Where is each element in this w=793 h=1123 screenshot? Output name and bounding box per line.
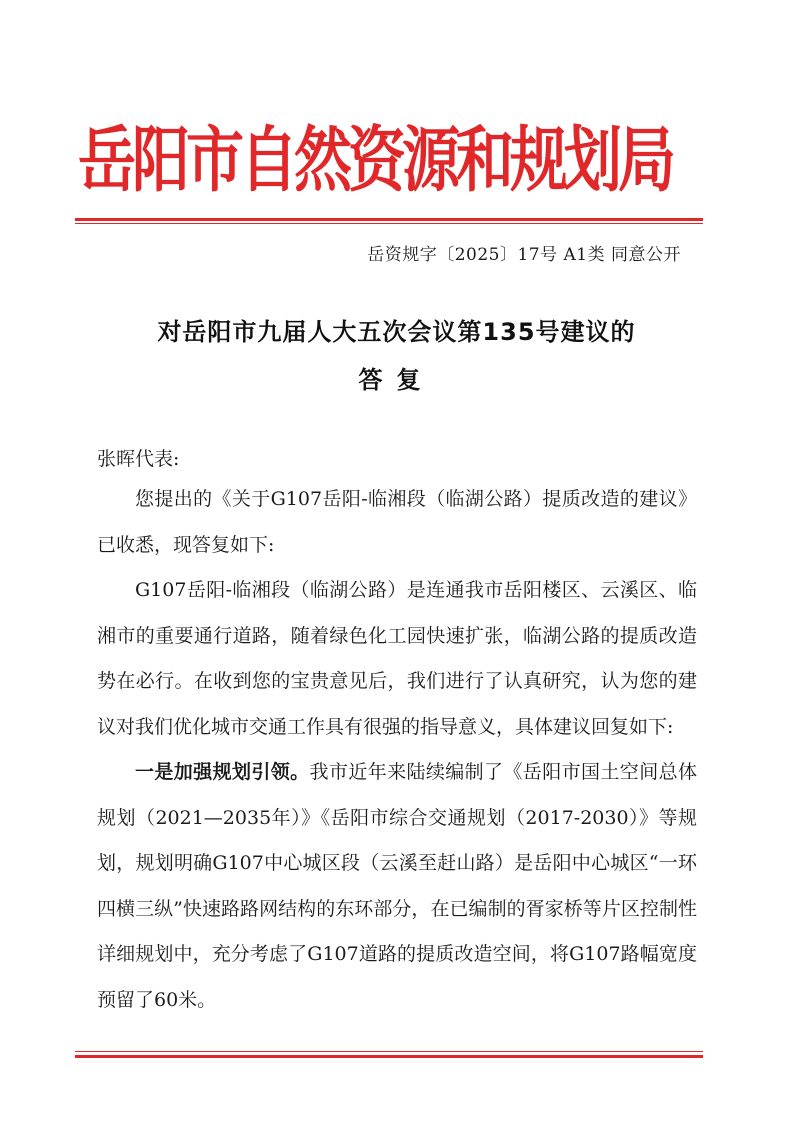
footer-divider-thick	[75, 1055, 703, 1058]
document-title-line-1: 对岳阳市九届人大五次会议第135号建议的	[157, 318, 636, 346]
document-title-line-2: 答复	[358, 366, 435, 394]
paragraph-1: 您提出的《关于G107岳阳-临湘段（临湖公路）提质改造的建议》已收悉，现答复如下:	[97, 488, 697, 556]
paragraph-3	[97, 750, 697, 1023]
footer-divider-thin	[75, 1051, 703, 1052]
salutation: 张晖代表:	[97, 448, 180, 470]
header-divider-thick	[75, 218, 703, 221]
paragraph-3-text: 我市近年来陆续编制了《岳阳市国土空间总体规划（2021—2035年）》《岳阳市综合交通规划（2017-2030）》等规划，规划明确G107中心城区段（云溪至赶山路）是岳阳中心城区“一环四横三纵”快速路路网结构的东环部分，在已编制的胥家桥等片区控制性详细规划中，充分考虑了G107道路的提质改造空间，将G107路幅宽度预留了60米。	[97, 761, 697, 1011]
header-divider-thin	[75, 223, 703, 224]
issuing-authority-header: 岳阳市自然资源和规划局	[78, 118, 673, 202]
paragraph-3-lead: 一是加强规划引领。	[135, 761, 310, 783]
document-body	[97, 477, 697, 1023]
document-number: 岳资规字〔2025〕17号 A1类 同意公开	[367, 245, 681, 265]
paragraph-2: G107岳阳-临湘段（临湖公路）是连通我市岳阳楼区、云溪区、临湘市的重要通行道路，随着绿色化工园快速扩张，临湖公路的提质改造势在必行。在收到您的宝贵意见后，我们进行了认真研究，认为您的建议对我们优化城市交通工作具有很强的指导意义，具体建议回复如下:	[97, 579, 697, 738]
